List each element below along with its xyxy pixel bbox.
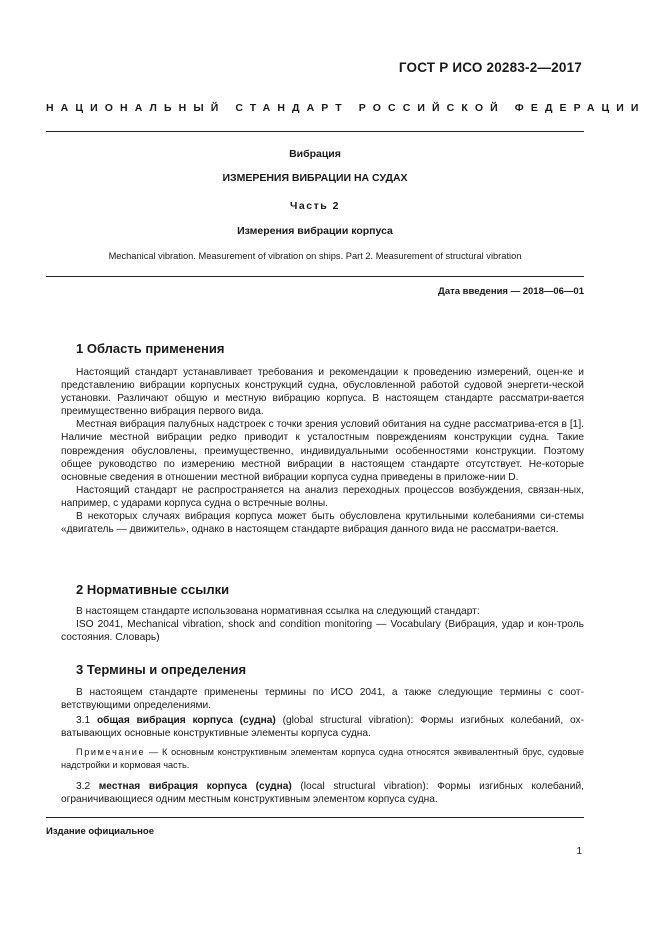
term-3-2 (61, 780, 584, 806)
section-1-heading: 1 Область применения (76, 341, 225, 356)
english-title: Mechanical vibration. Measurement of vibration on ships. Part 2. Measurement of structural vibration (108, 251, 522, 261)
page-number: 1 (576, 846, 582, 857)
term-definition: (global structural vibration): Формы изгибных колебаний, ох-ватывающих основные конструктивные элементы корпуса судна. (61, 715, 585, 740)
term-definition: (local structural vibration): Формы изгибных колебаний, ограничивающиеся одним местным конструктивным элементом корпуса судна. (61, 780, 584, 806)
note-label: Примечание (76, 747, 146, 758)
title-divider (46, 276, 584, 277)
section-3-heading: 3 Термины и определения (76, 662, 247, 677)
note-text: — К основным конструктивным элементам корпуса судна относятся эквивалентный брус, судовые надстройки и кормовая часть. (61, 747, 585, 771)
paragraph: Настоящий стандарт не распространяется на анализ переходных процессов возбуждения, связан-ных, например, с ударами корпуса судна о встречные волны. (61, 484, 584, 509)
section-2-heading: 2 Нормативные ссылки (76, 582, 230, 597)
section-2-body (61, 605, 584, 644)
section-1-body (61, 366, 584, 536)
subject-title: Вибрация (289, 148, 341, 160)
reference-item: ISO 2041, Mechanical vibration, shock and condition monitoring — Vocabulary (Вибрация, удар и кон-троль состояния. Словарь) (61, 619, 584, 644)
header-divider (46, 131, 584, 132)
official-edition-label: Издание официальное (46, 826, 154, 837)
part-label: Часть 2 (290, 200, 340, 212)
term-name: местная вибрация корпуса (судна) (98, 780, 292, 792)
paragraph: Местная вибрация палубных надстроек с точки зрения условий обитания на судне рассматрива-ется в [1]. Наличие местной вибрации редко приводит к усталостным повреждениям конструкции судна. Такие повреждения обусловлены, преимущественно, индивидуальными особенностями конструкции. Поэтому общее руководство по измерению местной вибрации в настоящем стандарте отсутствует. Не-которые основные сведения в отношении местной вибрации корпуса судна приведены в приложе-нии D. (61, 419, 584, 483)
footer-divider (46, 817, 584, 818)
section-3-body (61, 686, 584, 806)
main-title: ИЗМЕРЕНИЯ ВИБРАЦИИ НА СУДАХ (222, 172, 408, 184)
paragraph: В настоящем стандарте применены термины по ИСО 2041, а также следующие термины с соот-ветствующими определениями. (61, 687, 584, 712)
national-standard-banner: НАЦИОНАЛЬНЫЙ СТАНДАРТ РОССИЙСКОЙ ФЕДЕРАЦИИ (46, 102, 646, 114)
part-title: Измерения вибрации корпуса (237, 225, 393, 237)
paragraph: В настоящем стандарте использована нормативная ссылка на следующий стандарт: (76, 606, 480, 617)
term-name: общая вибрация корпуса (судна) (96, 715, 276, 727)
note (61, 746, 584, 772)
term-number: 3.1 (76, 715, 91, 727)
paragraph: В некоторых случаях вибрация корпуса может быть обусловлена крутильными колебаниями си-стемы «двигатель — движитель», однако в настоящем стандарте вибрация данного вида не рассматри-вается. (61, 511, 584, 536)
term-number: 3.2 (76, 780, 91, 792)
introduction-date: Дата введения — 2018—06—01 (438, 286, 584, 297)
term-3-1 (61, 714, 584, 740)
standard-number: ГОСТ Р ИСО 20283-2—2017 (398, 60, 582, 75)
paragraph: Настоящий стандарт устанавливает требования и рекомендации к проведению измерений, оцен-ке и представлению вибрации корпусных конструкций судна, обусловленной работой судовой энергети-ческой установки. Различают общую и местную вибрацию корпуса. В настоящем стандарте рассматри-вается преимущественно вибрация первого вида. (61, 367, 584, 418)
